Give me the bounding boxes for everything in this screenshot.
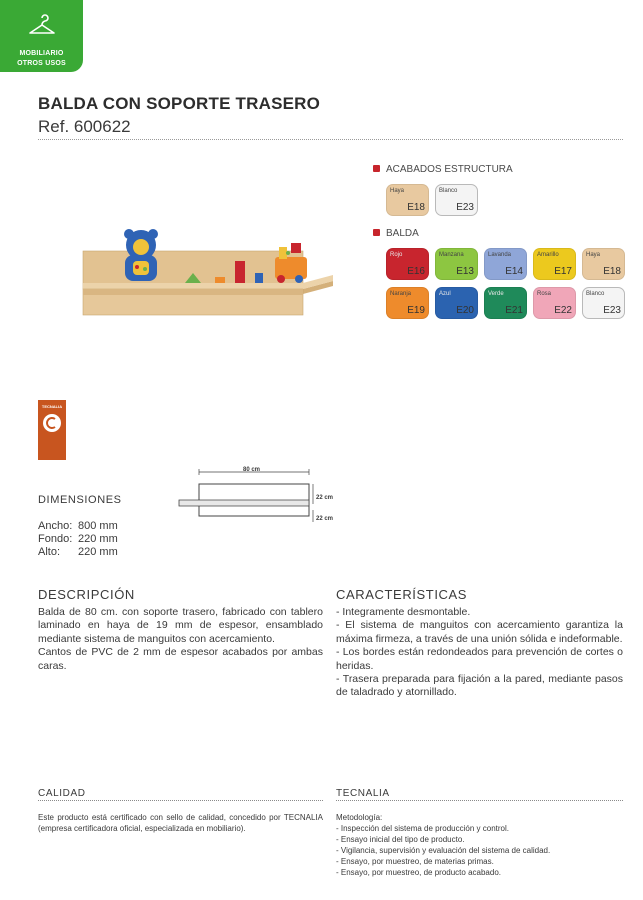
finish-swatch [484,248,527,280]
quality-text: Este producto está certificado con sello de calidad, concedido por TECNALIA (empresa certificadora oficial, especializada en mobiliario). [38,813,323,833]
swatch-name: Haya [390,188,405,194]
swatch-name: Haya [586,252,601,258]
shelf-finishes-heading [373,228,419,239]
structure-finishes-label: ACABADOS ESTRUCTURA [386,164,513,175]
swatch-name: Amarillo [537,252,559,258]
finish-swatch [533,248,576,280]
drawing-width-label: 80 cm [243,467,261,473]
dimension-row [38,533,118,545]
bullet-square-icon [373,165,380,172]
feature-item: - El sistema de manguitos con acercamiento garantiza la máxima firmeza, a través de una unión sólida e indeformable. [336,619,623,645]
swatch-name: Manzana [439,252,464,258]
swatch-code: E18 [603,266,621,277]
swatch-code: E19 [407,305,425,316]
swatch-code: E17 [554,266,572,277]
swatch-name: Naranja [390,291,412,297]
finish-swatch [582,248,625,280]
swatch-name: Rosa [537,291,552,297]
dimension-row [38,546,118,558]
swatch-name: Lavanda [488,252,512,258]
hanger-icon [28,14,56,36]
swatch-name: Blanco [439,188,458,194]
swatch-code: E18 [407,202,425,213]
dimension-value: 220 mm [78,546,118,558]
finish-swatch [533,287,576,319]
feature-item: - Los bordes están redondeados para prevención de cortes o heridas. [336,646,623,672]
methodology-item: - Ensayo, por muestreo, de producto acabado. [336,868,501,877]
swatch-code: E21 [505,305,523,316]
product-title: BALDA CON SOPORTE TRASERO [38,94,321,113]
feature-item: - Trasera preparada para fijación a la pared, mediante pasos de taladrado y atornillado. [336,673,623,699]
product-image [75,225,340,325]
dimension-key: Ancho: [38,520,73,532]
finish-swatch [386,287,429,319]
certification-logo-icon [43,414,61,432]
swatch-name: Azul [439,291,451,297]
finish-swatch [582,287,625,319]
swatch-code: E13 [456,266,474,277]
swatch-code: E20 [456,305,474,316]
tecnalia-heading: TECNALIA [336,788,623,801]
finish-swatch [484,287,527,319]
dimensions-heading: DIMENSIONES [38,494,122,506]
structure-finishes-heading [373,164,513,175]
description-heading: DESCRIPCIÓN [38,587,135,602]
drawing-height-label: 22 cm [316,495,334,501]
category-tab [0,0,83,72]
description-paragraph: Balda de 80 cm. con soporte trasero, fabricado con tablero laminado en haya de 19 mm de espesor, ensamblado mediante sistema de manguitos con acercamiento. [38,606,323,645]
swatch-code: E23 [456,202,474,213]
dimension-key: Fondo: [38,533,73,545]
tecnalia-methodology [336,812,623,878]
finish-swatch [386,184,429,216]
methodology-item: - Inspección del sistema de producción y control. [336,824,509,833]
swatch-code: E16 [407,266,425,277]
category-label-line1: MOBILIARIO [19,50,64,57]
tecnalia-badge [38,400,66,460]
badge-label: TECNALIA [41,404,63,409]
swatch-code: E23 [603,305,621,316]
dimension-value: 800 mm [78,520,118,532]
finish-swatch [435,287,478,319]
title-divider [38,139,623,140]
feature-item: - Integramente desmontable. [336,606,471,618]
finish-swatch [435,184,478,216]
finish-swatch [435,248,478,280]
finish-swatch [386,248,429,280]
bullet-square-icon [373,229,380,236]
features-list [336,606,623,700]
swatch-name: Rojo [390,252,403,258]
drawing-depth-label: 22 cm [316,516,334,522]
description-body [38,606,323,673]
methodology-item: - Vigilancia, supervisión y evaluación del sistema de calidad. [336,846,551,855]
dimension-key: Alto: [38,546,61,558]
methodology-item: - Ensayo inicial del tipo de producto. [336,835,465,844]
methodology-intro: Metodología: [336,813,383,822]
features-heading: CARACTERÍSTICAS [336,587,468,602]
description-paragraph: Cantos de PVC de 2 mm de espesor acabados por ambas caras. [38,646,323,672]
category-label-line2: OTROS USOS [17,60,66,67]
swatch-code: E14 [505,266,523,277]
swatch-name: Verde [488,291,504,297]
dimension-row [38,520,118,532]
dimension-value: 220 mm [78,533,118,545]
shelf-finishes-label: BALDA [386,228,419,239]
quality-heading: CALIDAD [38,788,323,801]
swatch-code: E22 [554,305,572,316]
product-ref: Ref. 600622 [38,117,131,136]
swatch-name: Blanco [586,291,605,297]
methodology-item: - Ensayo, por muestreo, de materias primas. [336,857,494,866]
